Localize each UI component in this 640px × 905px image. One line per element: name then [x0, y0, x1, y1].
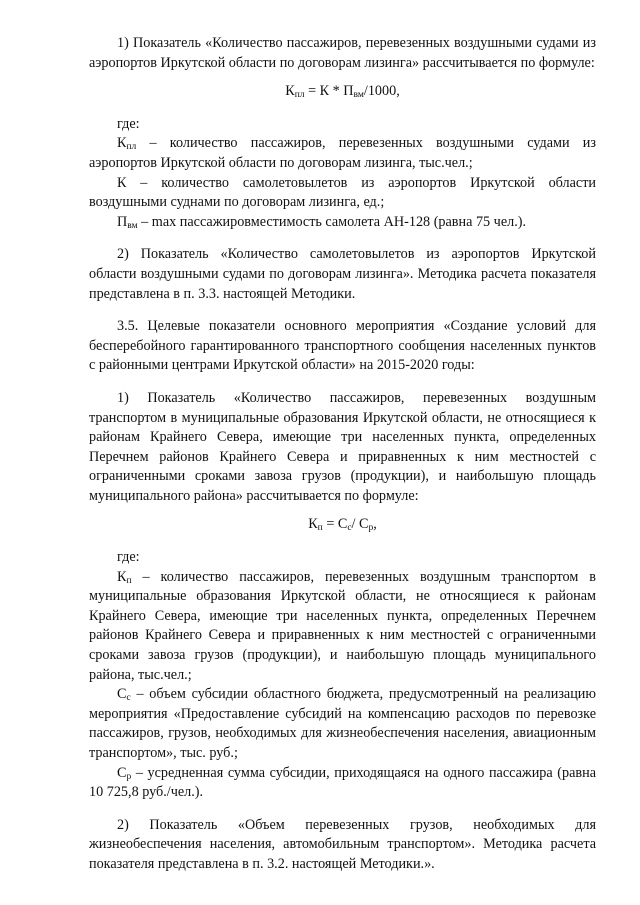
section-3-5-heading: 3.5. Целевые показатели основного мероприятия «Создание условий для бесперебойного гарантированного транспортного сообщения населенных пунктов с районными центрами Иркутской области» на 2015-2020 годы: [89, 318, 596, 374]
paragraph-indicator-3: 1) Показатель «Количество пассажиров, перевезенных воздушным транспортом в муниципальные образования Иркутской области, не относящиеся к районам Крайнего Севера, имеющие три населенных пункта, определенных Перечнем районов Крайнего Севера и приравненных к ним местностей с ограниченными сроками завоза грузов (продукции), и наибольшую площадь муниципального района» рассчитывается по формуле: [89, 389, 596, 504]
definition-subscript: с [126, 693, 131, 704]
definition-pvm [89, 213, 596, 233]
definition-symbol: К [117, 135, 127, 152]
formula-term: / С [351, 516, 369, 533]
formula-term: = С [322, 516, 348, 533]
definition-subscript: вм [127, 220, 138, 231]
formula-kp [89, 515, 596, 535]
paragraph-indicator-4: 2) Показатель «Объем перевезенных грузов, необходимых для жизнеобеспечения населения, автомобильным транспортом». Методика расчета показателя представлена в п. 3.2. настоящей Методики.». [89, 816, 596, 872]
definition-symbol: П [117, 213, 128, 230]
formula-kpl [89, 82, 596, 102]
definition-subscript: р [126, 771, 132, 782]
definition-symbol: С [117, 764, 127, 781]
formula-term: /1000, [363, 83, 400, 100]
formula-subscript: вм [353, 90, 364, 101]
definition-text: – max пассажировместимость самолета АН-128 (равна 75 чел.). [137, 213, 527, 230]
definition-text: – объем субсидии областного бюджета, предусмотренный на реализацию мероприятия «Предоставление субсидий на компенсацию расходов по перевозке пассажиров, грузов, необходимых для жизнеобеспечения населения, авиационным транспортом», тыс. руб.; [89, 686, 596, 761]
document-page [89, 34, 596, 875]
formula-subscript: р [368, 523, 374, 534]
definition-kpl [89, 134, 596, 173]
definition-k: К – количество самолетовылетов из аэропортов Иркутской области воздушными суднами по договорам лизинга, ед.; [89, 174, 596, 211]
definition-text: – усредненная сумма субсидии, приходящаяся на одного пассажира (равна 10 725,8 руб./чел.). [89, 764, 596, 801]
where-label: где: [117, 115, 140, 132]
definition-text: – количество пассажиров, перевезенных воздушным транспортом в муниципальные образования Иркутской области, не относящиеся к районам Крайнего Севера, имеющие три населенных пункта, определенных Перечнем районов Крайнего Севера и приравненных к ним местностей с ограниченными сроками завоза грузов (продукции), и наибольшую площадь муниципального района, тыс.чел.; [89, 568, 596, 683]
formula-term: , [373, 516, 377, 533]
formula-subscript: с [347, 523, 352, 534]
definition-kp [89, 568, 596, 686]
definition-text: – количество пассажиров, перевезенных воздушными судами из аэропортов Иркутской области по договорам лизинга, тыс.чел.; [89, 135, 596, 171]
where-label: где: [117, 549, 140, 566]
definition-symbol: К [117, 568, 127, 585]
paragraph-indicator-2: 2) Показатель «Количество самолетовылетов из аэропортов Иркутской области воздушными судами по договорам лизинга». Методика расчета показателя представлена в п. 3.3. настоящей Методики. [89, 246, 596, 302]
definition-cr [89, 764, 596, 803]
formula-term: = К * П [304, 83, 354, 100]
formula-term: К [285, 83, 295, 100]
definition-subscript: пл [126, 142, 137, 153]
definition-subscript: п [126, 575, 132, 586]
paragraph-indicator-1: 1) Показатель «Количество пассажиров, перевезенных воздушными судами из аэропортов Иркутской области по договорам лизинга» рассчитывается по формуле: [89, 35, 596, 71]
definition-cs [89, 685, 596, 763]
formula-term: К [308, 516, 318, 533]
formula-subscript: п [317, 523, 323, 534]
formula-subscript: пл [294, 90, 305, 101]
definition-symbol: С [117, 686, 127, 703]
